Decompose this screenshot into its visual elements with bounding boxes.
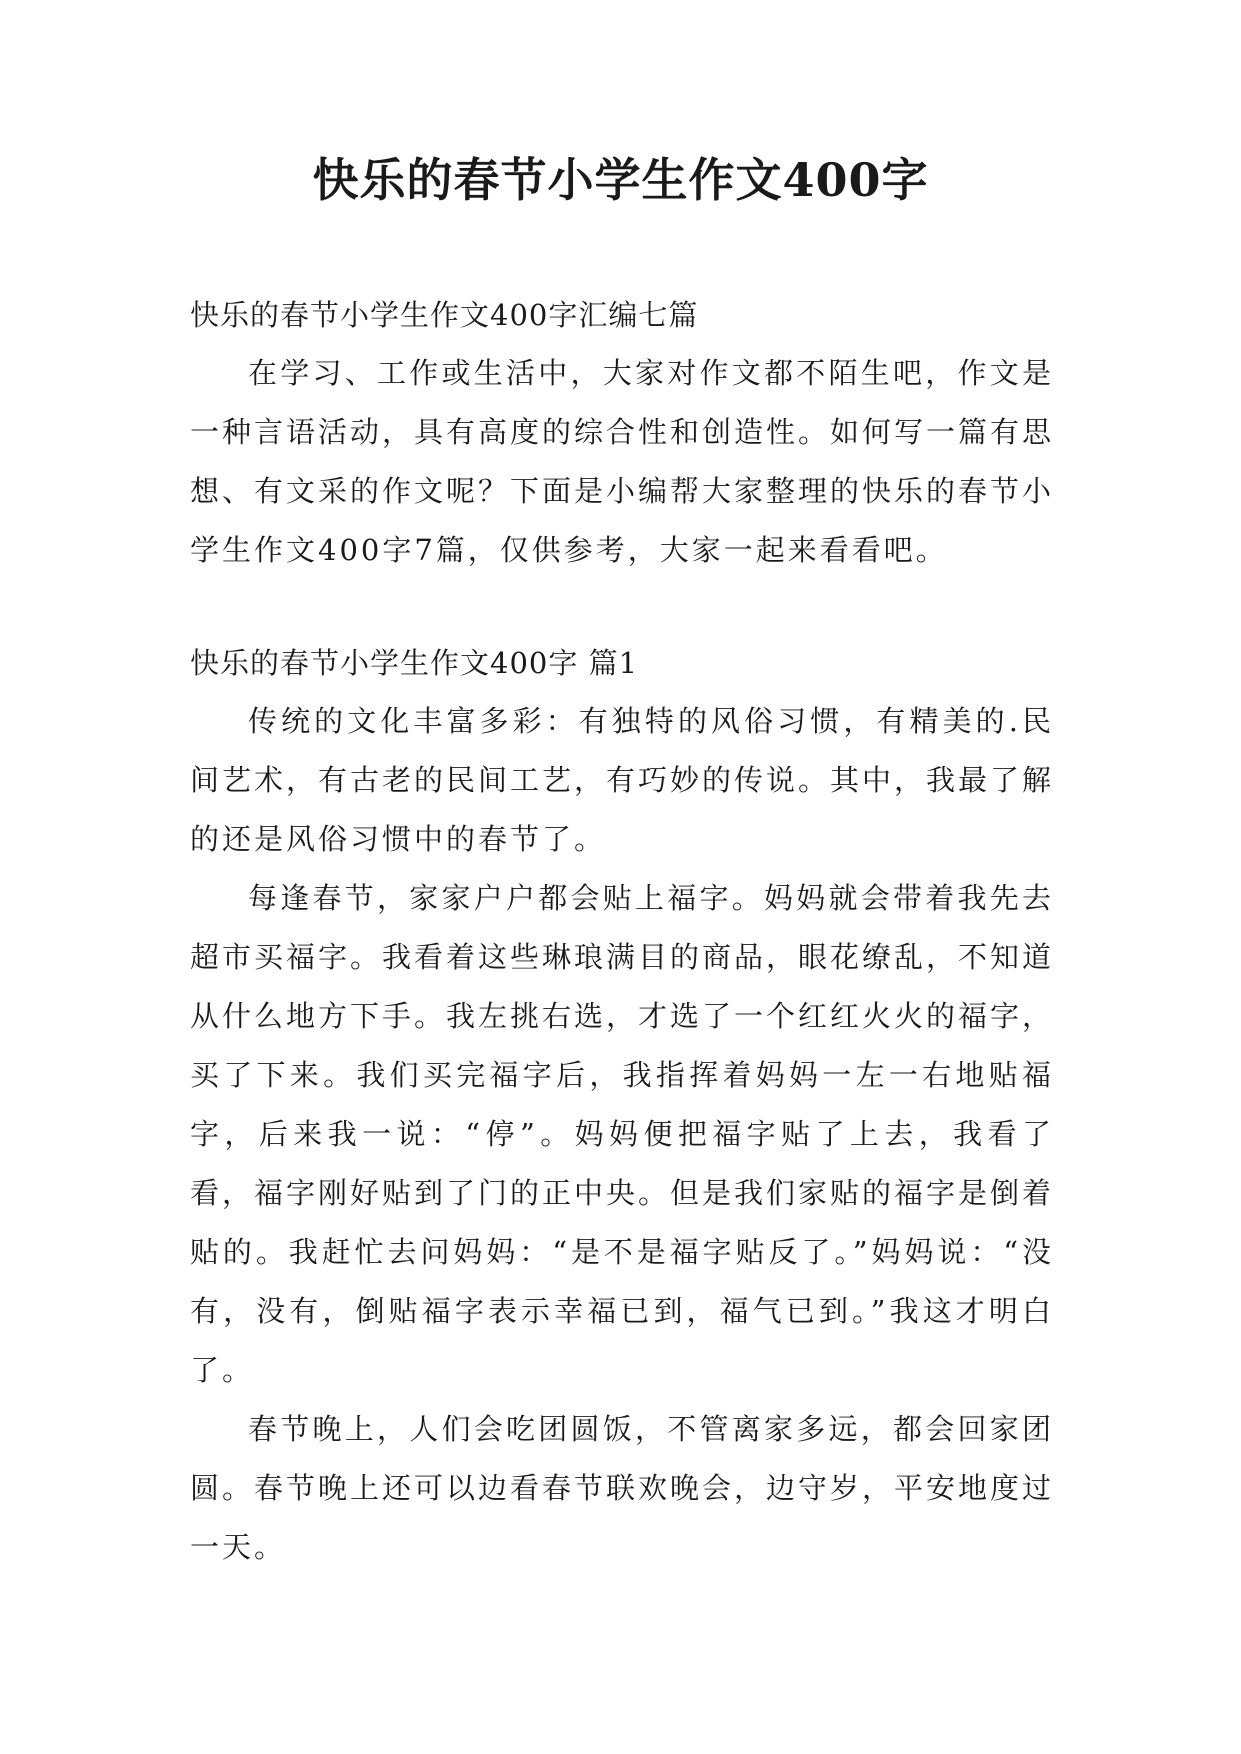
intro-paragraph: 在学习、工作或生活中，大家对作文都不陌生吧，作文是一种言语活动，具有高度的综合性和创造性。如何写一篇有思想、有文采的作文呢？下面是小编帮大家整理的快乐的春节小学生作文400字7篇，仅供参考，大家一起来看看吧。: [190, 356, 1055, 567]
part1-paragraph-1: 传统的文化丰富多彩：有独特的风俗习惯，有精美的.民间艺术，有古老的民间工艺，有巧妙的传说。其中，我最了解的还是风俗习惯中的春节了。: [190, 704, 1055, 856]
part1-heading: 快乐的春节小学生作文400字 篇1: [190, 646, 639, 680]
collection-heading: 快乐的春节小学生作文400字汇编七篇: [190, 298, 699, 332]
part1-paragraph-3: 春节晚上，人们会吃团圆饭，不管离家多远，都会回家团圆。春节晚上还可以边看春节联欢晚会，边守岁，平安地度过一天。: [190, 1412, 1055, 1564]
part1-paragraph-2: 每逢春节，家家户户都会贴上福字。妈妈就会带着我先去超市买福字。我看着这些琳琅满目的商品，眼花缭乱，不知道从什么地方下手。我左挑右选，才选了一个红红火火的福字，买了下来。我们买完福字后，我指挥着妈妈一左一右地贴福字，后来我一说：“停”。妈妈便把福字贴了上去，我看了看，福字刚好贴到了门的正中央。但是我们家贴的福字是倒着贴的。我赶忙去问妈妈：“是不是福字贴反了。”妈妈说：“没有，没有，倒贴福字表示幸福已到，福气已到。”我这才明白了。: [190, 881, 1055, 1387]
intro-section: [190, 344, 1054, 580]
page-title: 快乐的春节小学生作文400字: [312, 153, 929, 207]
part1-section: [190, 692, 1054, 1577]
